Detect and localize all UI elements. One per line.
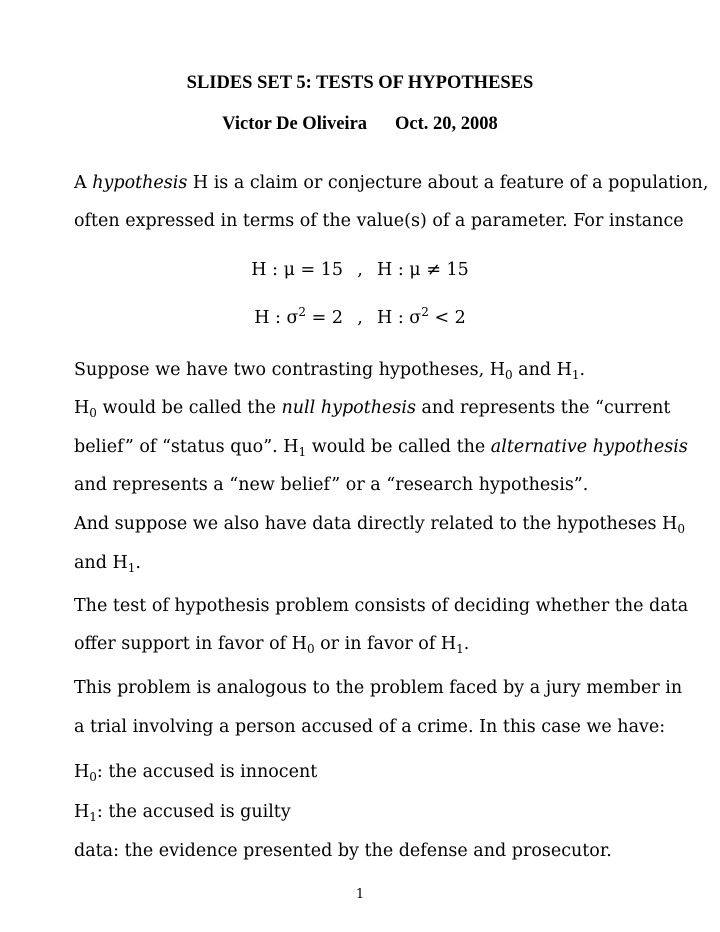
- equation-sigma-less: H : $\sigma^2 < 2$: [377, 305, 466, 328]
- paragraph-two-hypotheses: Suppose we have two contrasting hypotheses, $H_0$ and $H_1$.: [74, 360, 586, 382]
- test-problem-line-2: offer support in favor of $H_0$ or in favor of $H_1$.: [74, 634, 470, 656]
- alternative-hypothesis-term: alternative hypothesis: [490, 437, 688, 457]
- slide-title: SLIDES SET 5: TESTS OF HYPOTHESES: [186, 73, 534, 93]
- jury-analogy-line-2: a trial involving a person accused of a crime. In this case we have:: [74, 717, 666, 737]
- author: Victor De Oliveira: [222, 114, 368, 134]
- byline: [0, 113, 720, 135]
- definition-line-2: often expressed in terms of the value(s) of a parameter. For instance: [74, 211, 684, 231]
- equation-mu-equals: H : μ = 15: [251, 260, 343, 280]
- definition-line-1: A hypothesis H is a claim or conjecture about a feature of a population,: [74, 173, 709, 193]
- equation-row-1: H : μ = 15 , H : μ ≠ 15: [251, 260, 469, 280]
- null-hypothesis-term: null hypothesis: [281, 398, 416, 418]
- page-number: 1: [355, 887, 365, 902]
- list-item-data: data: the evidence presented by the defense and prosecutor.: [74, 841, 612, 861]
- null-hypothesis-line-3: and represents a “new belief” or a “research hypothesis”.: [74, 475, 589, 495]
- date: Oct. 20, 2008: [395, 114, 498, 134]
- equation-sigma-equals: H : $\sigma^2 = 2$: [254, 305, 343, 328]
- hypothesis-term: hypothesis: [92, 173, 188, 193]
- data-line-2: and $H_1$.: [74, 553, 141, 575]
- equation-row-2: H : $\sigma^2 = 2$ , H : $\sigma^2 < 2$: [254, 305, 466, 328]
- null-hypothesis-line-1: $H_0$ would be called the null hypothesis and represents the “current: [74, 398, 671, 420]
- data-line-1: And suppose we also have data directly related to the hypotheses $H_0$: [74, 514, 685, 536]
- jury-analogy-line-1: This problem is analogous to the problem faced by a jury member in: [74, 678, 683, 698]
- list-item-h1: $H_1$: the accused is guilty: [74, 802, 291, 824]
- null-hypothesis-line-2: belief” of “status quo”. $H_1$ would be called the alternative hypothesis: [74, 437, 688, 459]
- list-item-h0: $H_0$: the accused is innocent: [74, 762, 318, 784]
- equation-mu-not-equals: H : μ ≠ 15: [377, 260, 469, 280]
- test-problem-line-1: The test of hypothesis problem consists of deciding whether the data: [74, 596, 689, 616]
